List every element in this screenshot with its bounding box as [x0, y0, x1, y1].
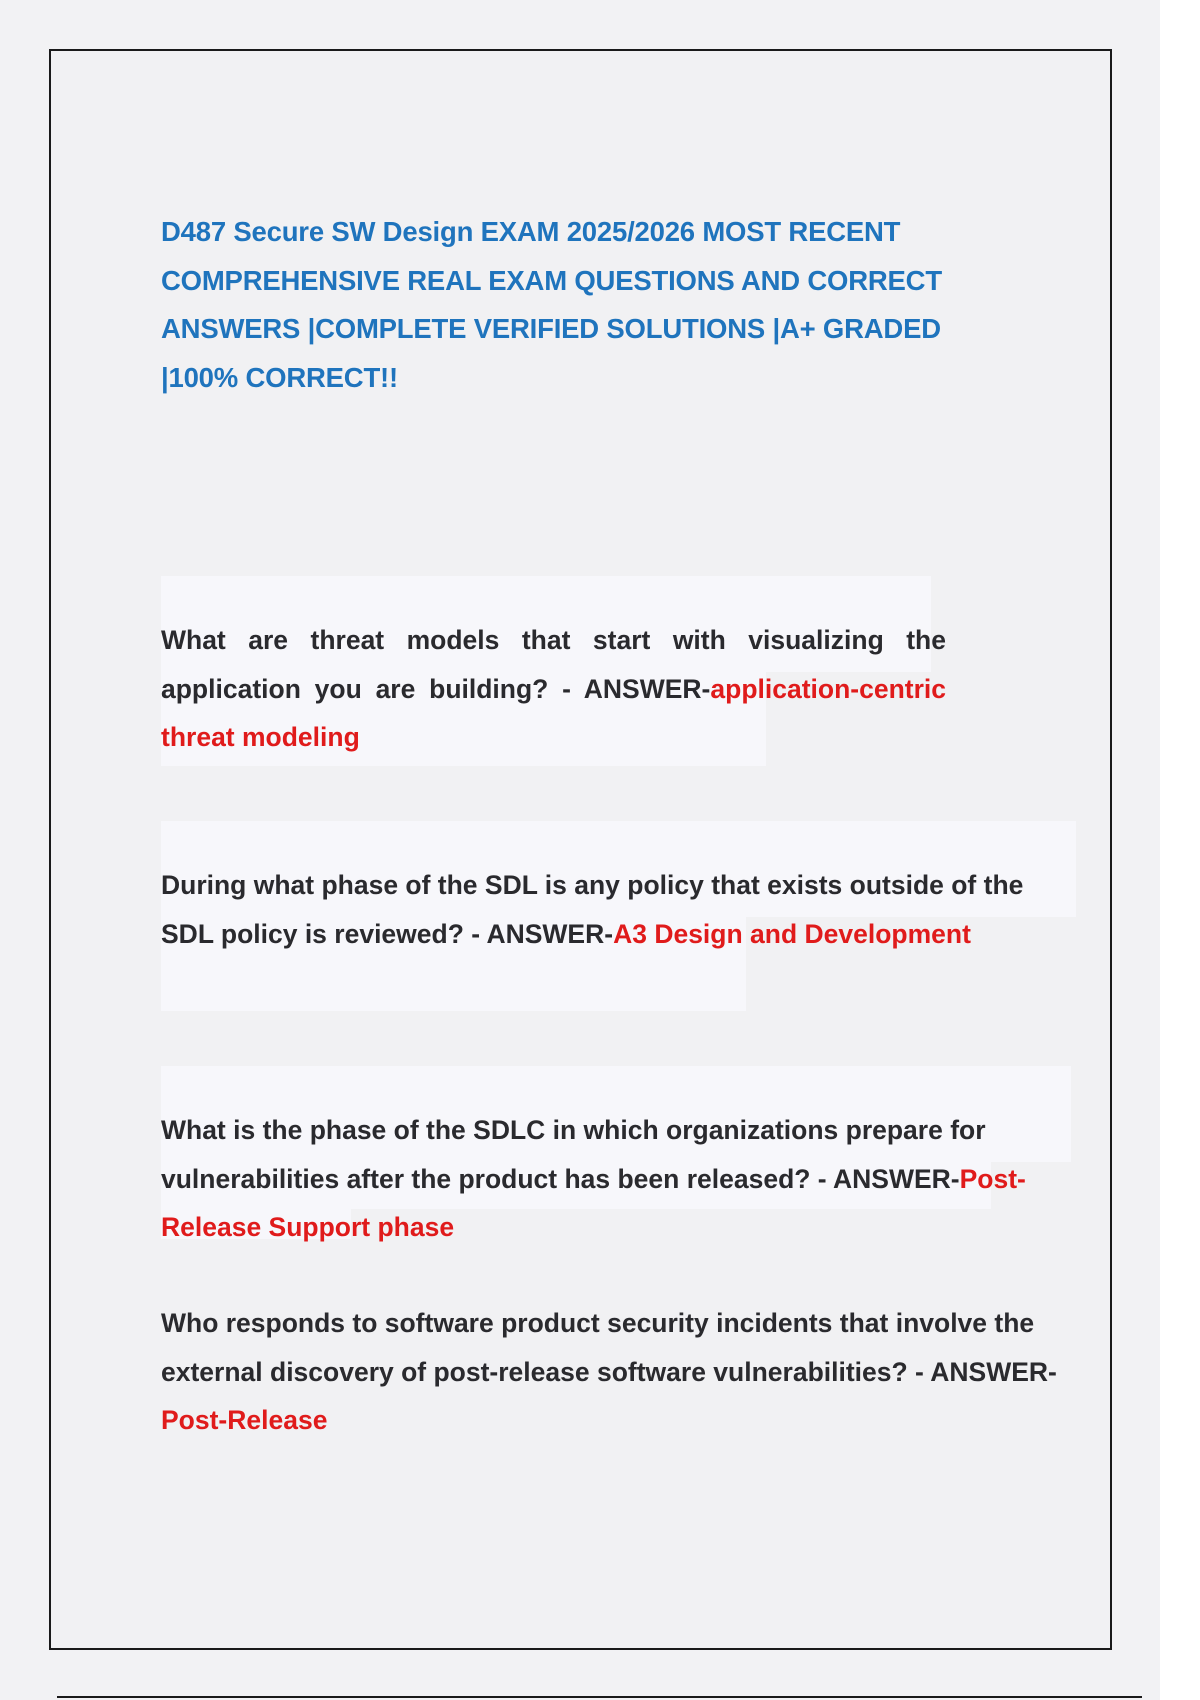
answer-4-text: Post-Release — [161, 1405, 328, 1436]
question-1-text: What are threat models that start with visualizing the application you are building? - ANSWER- — [161, 625, 946, 704]
next-page-edge — [57, 1696, 1142, 1698]
question-2 — [161, 861, 1061, 958]
question-1 — [161, 616, 946, 762]
page-margin-strip — [1160, 0, 1200, 1700]
question-3-text: What is the phase of the SDLC in which organizations prepare for vulnerabilities after the product has been released? - ANSWER- — [161, 1115, 986, 1194]
question-3 — [161, 1106, 1061, 1252]
answer-1-text: application-centric threat modeling — [161, 673, 946, 753]
document-page — [49, 49, 1112, 1650]
answer-2-text: A3 Design and Development — [613, 918, 971, 949]
question-2-text: During what phase of the SDL is any policy that exists outside of the SDL policy is reviewed? - ANSWER- — [161, 870, 1024, 949]
answer-3-text: Post-Release Support phase — [161, 1163, 1026, 1243]
document-title: D487 Secure SW Design EXAM 2025/2026 MOST RECENT COMPREHENSIVE REAL EXAM QUESTIONS AND CORRECT ANSWERS |COMPLETE VERIFIED SOLUTIONS |A+ GRADED |100% CORRECT!! — [161, 216, 942, 393]
question-4-text: Who responds to software product security incidents that involve the external discovery of post-release software vulnerabilities? - ANSWER- — [161, 1308, 1057, 1387]
question-4 — [161, 1299, 1061, 1445]
